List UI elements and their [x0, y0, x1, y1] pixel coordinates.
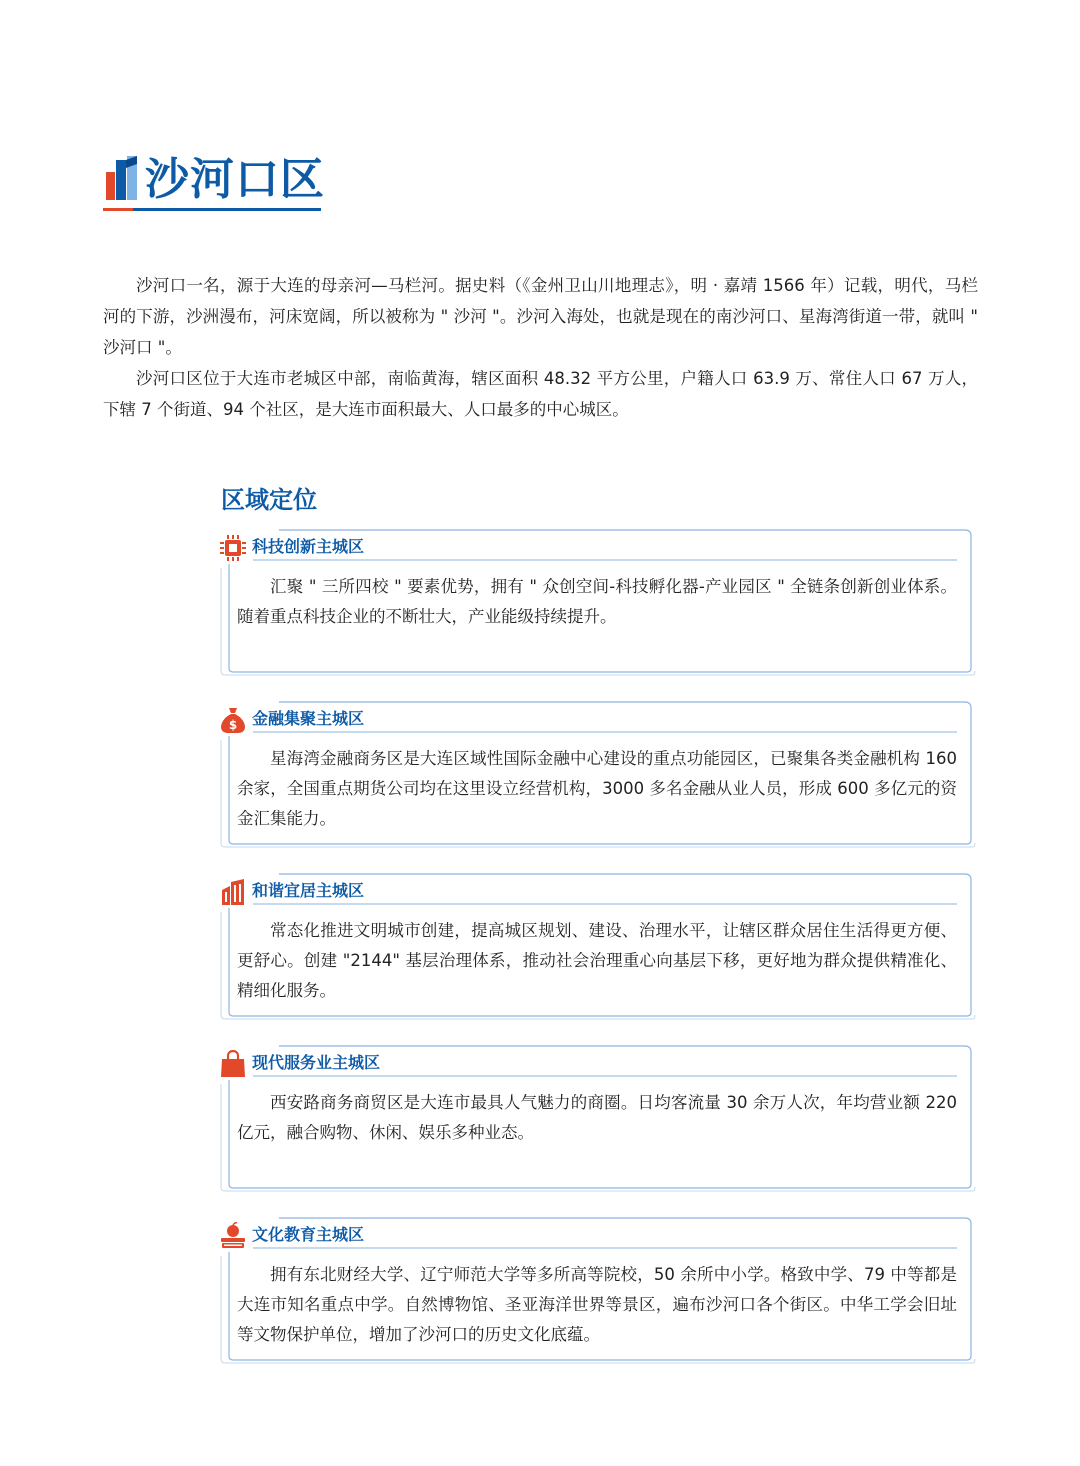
intro-text	[103, 270, 978, 425]
positioning-card	[219, 528, 976, 676]
shopping-bag-icon	[219, 1050, 247, 1078]
positioning-card	[219, 1216, 976, 1364]
card-title: 和谐宜居主城区	[252, 881, 365, 900]
district-logo-icon	[106, 156, 140, 202]
buildings-icon	[219, 878, 247, 906]
card-body: 常态化推进文明城市创建，提高城区规划、建设、治理水平，让辖区群众居住生活得更方便、更舒心。创建 "2144" 基层治理体系，推动社会治理重心向基层下移，更好地为群众提供精准化、精细化服务。	[237, 921, 957, 1000]
books-apple-icon	[219, 1222, 247, 1250]
svg-text:$: $	[228, 718, 238, 732]
card-title: 金融集聚主城区	[252, 709, 365, 728]
card-body: 西安路商务商贸区是大连市最具人气魅力的商圈。日均客流量 30 余万人次，年均营业额 220 亿元，融合购物、休闲、娱乐多种业态。	[237, 1093, 957, 1142]
card-body: 拥有东北财经大学、辽宁师范大学等多所高等院校，50 余所中小学。格致中学、79 中等都是大连市知名重点中学。自然博物馆、圣亚海洋世界等景区，遍布沙河口各个街区。中华工学会旧址等文物保护单位，增加了沙河口的历史文化底蕴。	[237, 1265, 957, 1344]
title-underline	[103, 208, 321, 211]
chip-icon	[219, 534, 247, 562]
card-body: 汇聚 " 三所四校 " 要素优势，拥有 " 众创空间-科技孵化器-产业园区 " 全链条创新创业体系。随着重点科技企业的不断壮大，产业能级持续提升。	[237, 577, 957, 626]
card-title: 现代服务业主城区	[252, 1053, 381, 1072]
page-title: 沙河口区	[145, 154, 325, 205]
title-underline-accent	[103, 208, 133, 211]
page-title-block	[103, 150, 325, 212]
money-bag-icon	[219, 706, 247, 734]
card-body: 星海湾金融商务区是大连区域性国际金融中心建设的重点功能园区，已聚集各类金融机构 160 余家，全国重点期货公司均在这里设立经营机构，3000 多名金融从业人员，形成 600 多亿元的资金汇集能力。	[237, 749, 957, 828]
positioning-card	[219, 700, 976, 848]
intro-paragraph: 沙河口一名，源于大连的母亲河—马栏河。据史料（《金州卫山川地理志》，明 · 嘉靖 1566 年）记载，明代，马栏河的下游，沙洲漫布，河床宽阔，所以被称为 " 沙河 "。沙河入海处，也就是现在的南沙河口、星海湾街道一带，就叫 " 沙河口 "。	[103, 276, 978, 357]
positioning-card	[219, 1044, 976, 1192]
intro-paragraph: 沙河口区位于大连市老城区中部，南临黄海，辖区面积 48.32 平方公里，户籍人口 63.9 万、常住人口 67 万人，下辖 7 个街道、94 个社区，是大连市面积最大、人口最多的中心城区。	[103, 369, 978, 419]
section-heading: 区域定位	[221, 486, 317, 514]
card-title: 科技创新主城区	[252, 537, 365, 556]
card-title: 文化教育主城区	[252, 1225, 365, 1244]
positioning-card	[219, 872, 976, 1020]
